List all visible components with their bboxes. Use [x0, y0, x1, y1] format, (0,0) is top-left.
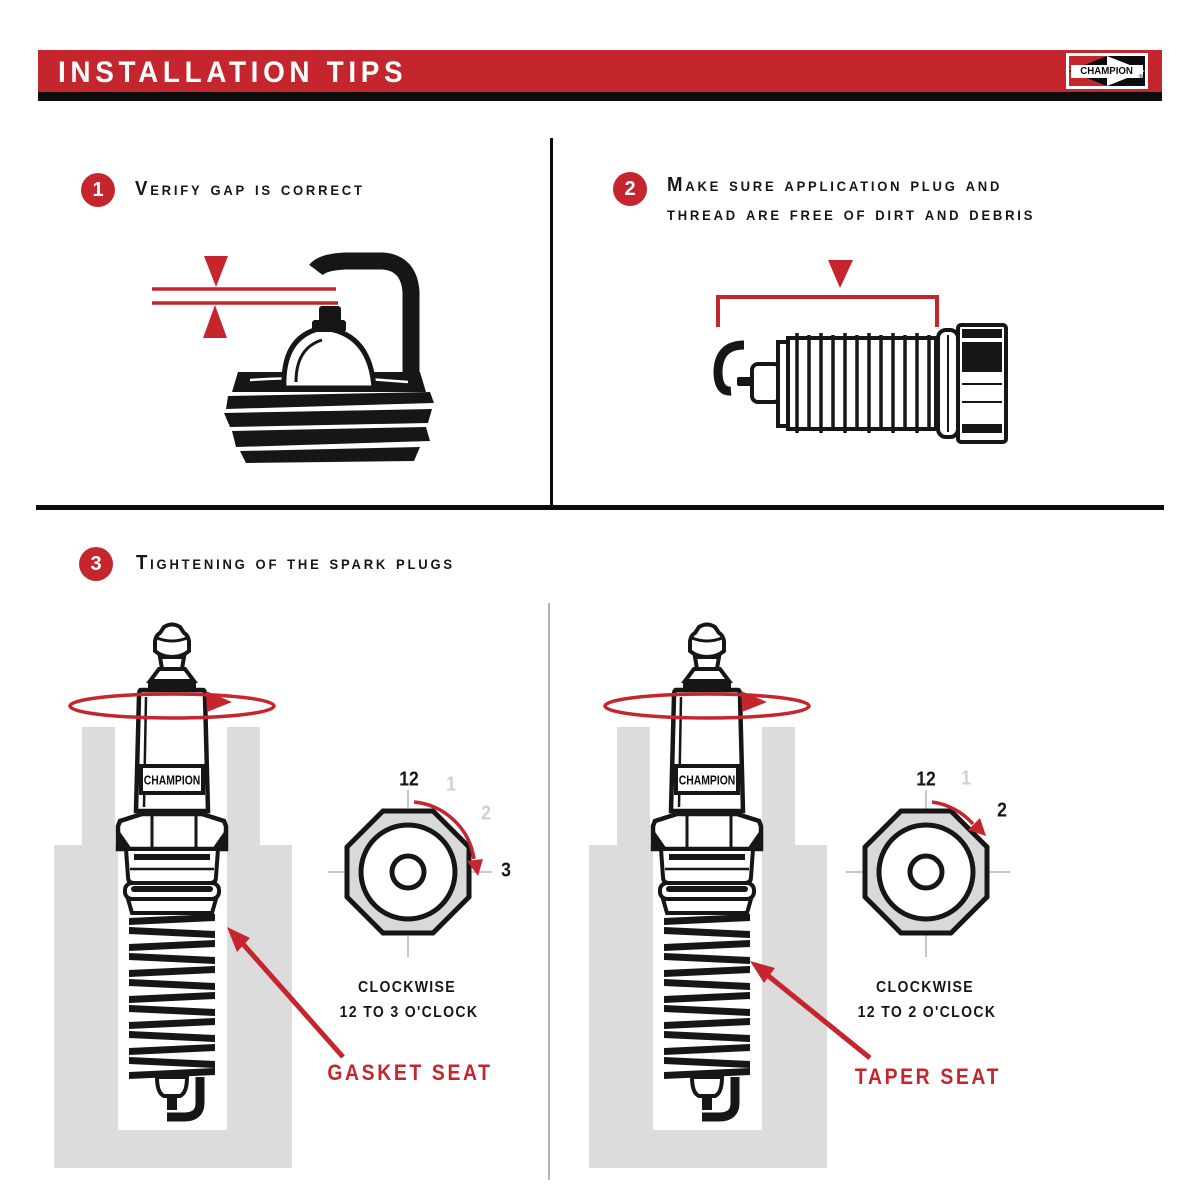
clock-diagram-left: [328, 790, 492, 957]
divider-vertical-top: [550, 138, 553, 507]
step3-badge: [79, 547, 113, 581]
divider-vertical-bottom: [548, 603, 550, 1180]
step2-badge: [613, 172, 647, 206]
clock-left-12: 12: [399, 768, 419, 791]
clock-right-12: 12: [916, 768, 936, 791]
plug-brand-left: CHAMPION: [143, 772, 201, 788]
step3-label: Tightening of the spark plugs: [136, 552, 455, 574]
clock-right-1: 1: [961, 767, 971, 790]
step2-label-line1: Make sure application plug and: [667, 174, 1003, 196]
clean-thread-illustration: [718, 260, 1006, 442]
step1-badge: [81, 173, 115, 207]
step1-label: Verify gap is correct: [135, 178, 365, 200]
logo-band: [1071, 65, 1143, 81]
gap-check-illustration: [152, 256, 434, 463]
clock-left-2: 2: [481, 802, 491, 825]
clock-right-2: 2: [997, 799, 1007, 822]
page-title: INSTALLATION TIPS: [58, 56, 408, 89]
registered-mark: ®: [1138, 74, 1143, 81]
taper-seat-label: TAPER SEAT: [854, 1064, 1002, 1089]
clock-left-3: 3: [501, 859, 511, 882]
thread-span-bracket: [718, 260, 937, 327]
gap-indicator: [152, 256, 338, 338]
gasket-seat-label: GASKET SEAT: [327, 1060, 493, 1085]
step1-number: 1: [92, 178, 104, 201]
header-bar: [38, 50, 1162, 92]
step3-number: 3: [90, 552, 102, 575]
header-underline: [38, 92, 1162, 101]
direction-right-line2: 12 TO 2 O'CLOCK: [857, 1004, 997, 1021]
direction-left-line2: 12 TO 3 O'CLOCK: [339, 1004, 479, 1021]
logo-wordmark: CHAMPION: [1080, 65, 1134, 77]
champion-logo: [1066, 53, 1148, 89]
clock-diagram-right: [846, 790, 1010, 957]
direction-right-line1: CLOCKWISE: [876, 979, 974, 996]
divider-horizontal: [36, 505, 1164, 510]
clock-left-1: 1: [446, 773, 456, 796]
panel-left-art: [54, 625, 492, 1169]
step2-number: 2: [624, 177, 636, 200]
plug-brand-right: CHAMPION: [678, 772, 736, 788]
direction-left-line1: CLOCKWISE: [358, 979, 456, 996]
step2-label-line2: thread are free of dirt and debris: [667, 203, 1036, 225]
